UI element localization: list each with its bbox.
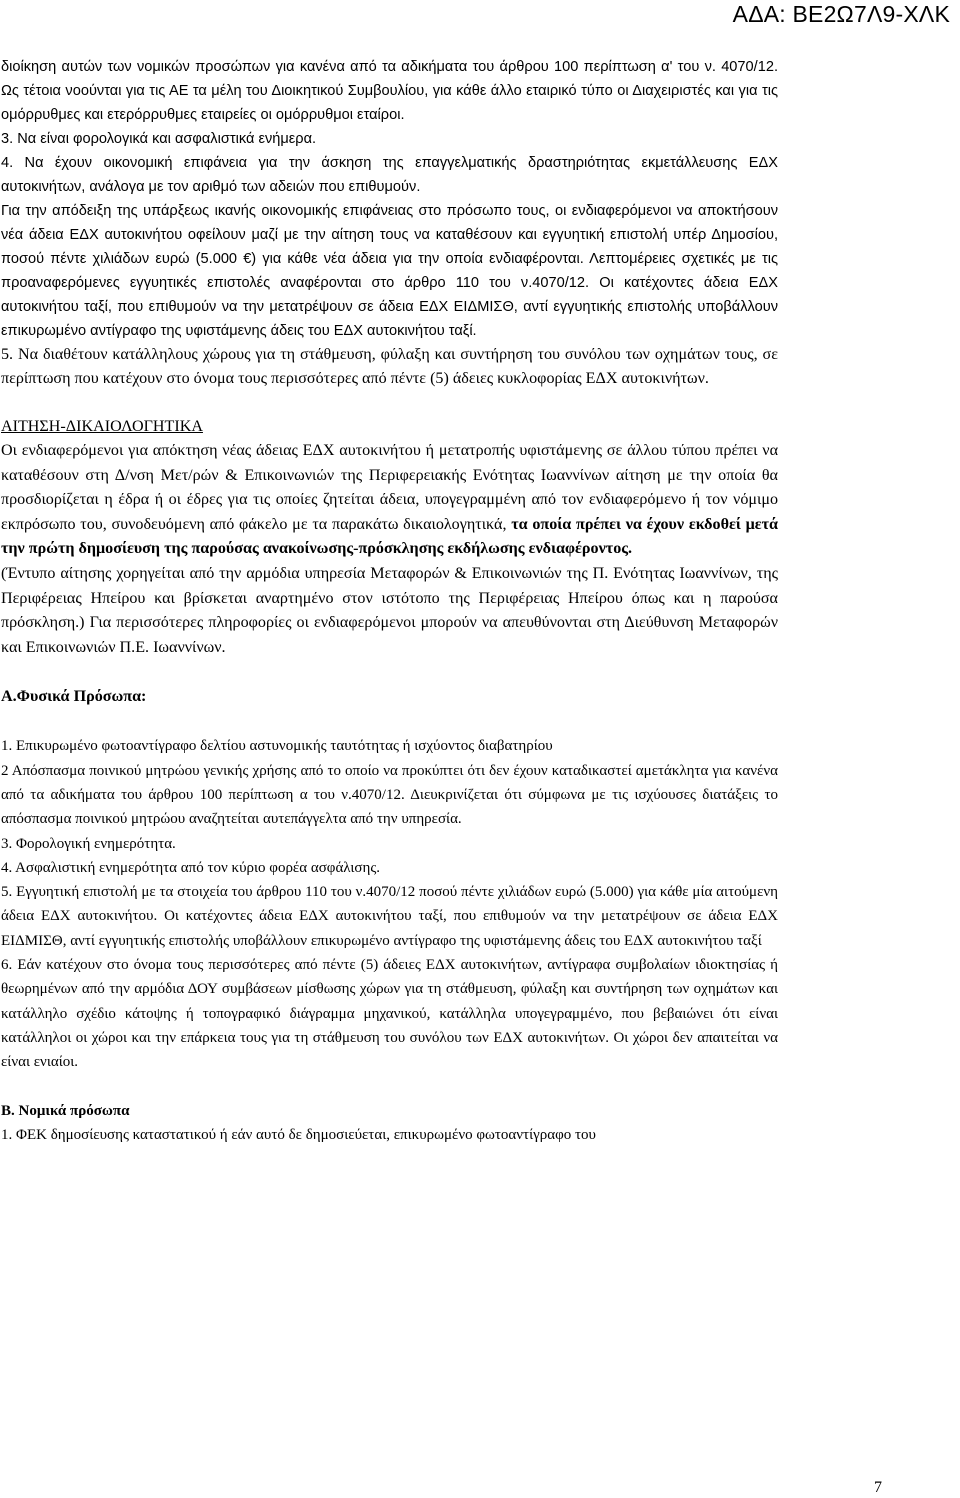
application-text: Οι ενδιαφερόμενοι για απόκτηση νέας άδειας ΕΔΧ αυτοκινήτου ή μετατροπής υφιστάμενης σε άλλου τύπου πρέπει να καταθέσουν στη Δ/νση Μετ/ρών & Επικοινωνιών της Περιφερειακής Ενότητας Ιωαννίνων αίτηση με την οποία θα προσδιορίζεται η έδρα ή οι έδρες για τις οποίες ζητείται άδεια, υπογεγραμμένη από τον ενδιαφερόμενο ή τον νόμιμο εκπρόσωπο του, συνοδευόμενη από φάκελο με τα παρακάτω δικαιολογητικά,	[1, 442, 778, 533]
natural-item-5: 5. Εγγυητική επιστολή με τα στοιχεία του άρθρου 110 του ν.4070/12 ποσού πέντε χιλιάδων ευρώ (5.000) για κάθε μία αιτούμενη άδεια ΕΔΧ αυτοκινήτου. Οι κατέχοντες άδεια ΕΔΧ αυτοκινήτου ταξί, που επιθυμούν να την μετατρέψουν σε άδεια ΕΔΧ ΕΙΔΜΙΣΘ, αντί εγγυητικής επιστολής υποβάλλουν επικυρωμένο αντίγραφο της υφιστάμενης άδεις του ΕΔΧ αυτοκινήτου ταξί	[1, 884, 778, 949]
section-heading-text: ΑΙΤΗΣΗ-ΔΙΚΑΙΟΛΟΓΗΤΙΚΑ	[1, 418, 203, 435]
application-paragraph	[1, 439, 778, 562]
form-info-paragraph: (Έντυπο αίτησης χορηγείται από την αρμόδια υπηρεσία Μεταφορών & Επικοινωνιών της Π. Ενότητας Ιωαννίνων, της Περιφέρειας Ηπείρου και βρίσκεται αναρτημένο στον ιστότοπο της Περιφέρειας Ηπείρου όπως και η παρούσα πρόσκληση.) Για περισσότερες πληροφορίες οι ενδιαφερόμενοι μπορούν να απευθύνονται στη Διεύθυνση Μεταφορών και Επικοινωνιών Π.Ε. Ιωαννίνων.	[1, 564, 778, 656]
document-body	[1, 55, 778, 1147]
natural-item-6: 6. Εάν κατέχουν στο όνομα τους περισσότερες από πέντε (5) άδειες ΕΔΧ αυτοκινήτων, αντίγραφα συμβολαίων ιδιοκτησίας ή θεωρημένων από την αρμόδια ΔΟΥ συμβάσεων μίσθωσης χώρων για τη στάθμευση, φύλαξη και συντήρηση των οχημάτων και κατάλληλο σχέδιο κάτοψης ή τοπογραφικό διάγραμμα μηχανικού, κατάλληλα υπογεγραμμένο, που βεβαιώνει ότι είναι κατάλληλοι οι χώροι και την επάρκεια τους για τη στάθμευση του συνόλου των ΕΔΧ αυτοκινήτων. Οι χώροι δεν απαιτείται να είναι ενιαίοι.	[1, 957, 778, 1071]
requirement-item-5: 5. Να διαθέτουν κατάλληλους χώρους για τη στάθμευση, φύλαξη και συντήρηση του συνόλου των οχημάτων τους, σε περίπτωση που κατέχουν στο όνομα τους περισσότερες από πέντε (5) άδειες κυκλοφορίας ΕΔΧ αυτοκινήτων.	[1, 346, 778, 387]
natural-item-3: 3. Φορολογική ενημερότητα.	[1, 835, 176, 852]
page-number: 7	[874, 1479, 882, 1496]
natural-persons-heading: Α.Φυσικά Πρόσωπα:	[1, 688, 147, 706]
natural-item-2: 2 Απόσπασμα ποινικού μητρώου γενικής χρήσης από το οποίο να προκύπτει ότι δεν έχουν καταδικαστεί αμετάκλητα για κανένα από τα αδικήματα του άρθρου 100 περίπτωση α του ν.4070/12. Διευκρινίζεται ότι σύμφωνα με τις ισχύουσες διατάξεις το απόσπασμα ποινικού μητρώου αναζητείται αυτεπάγγελτα από την υπηρεσία.	[1, 762, 778, 828]
natural-item-1: 1. Επικυρωμένο φωτοαντίγραφο δελτίου αστυνομικής ταυτότητας ή ισχύοντος διαβατηρίου	[1, 738, 553, 755]
intro-paragraph: διοίκηση αυτών των νομικών προσώπων για κανένα από τα αδικήματα του άρθρου 100 περίπτωση α' του ν. 4070/12. Ως τέτοια νοούνται για τις ΑΕ τα μέλη του Διοικητικού Συμβουλίου, για κάθε άλλο εταιρικό τύπο οι Διαχειριστές και για τις ομόρρυθμες και ετερόρρυθμες εταιρείες οι ομόρρυθμοι εταίροι.	[1, 59, 778, 123]
financial-proof-paragraph: Για την απόδειξη της υπάρξεως ικανής οικονομικής επιφάνειας στο πρόσωπο τους, οι ενδιαφερόμενοι να αποκτήσουν νέα άδεια ΕΔΧ αυτοκινήτου οφείλουν μαζί με την αίτηση τους να καταθέσουν και εγγυητική επιστολή υπέρ Δημοσίου, ποσού πέντε χιλιάδων ευρώ (5.000 €) για κάθε νέα άδεια για την οποία ενδιαφέρονται. Λεπτομέρειες σχετικές με τις προαναφερόμενες εγγυητικές επιστολές αναφέρονται στο άρθρο 110 του ν.4070/12. Οι κατέχοντες άδεια ΕΔΧ αυτοκινήτου ταξί, που επιθυμούν να την μετατρέψουν σε άδεια ΕΔΧ ΕΙΔΜΙΣΘ, αντί εγγυητικής επιστολής υποβάλλουν επικυρωμένο αντίγραφο της υφιστάμενης άδεις του ΕΔΧ αυτοκινήτου ταξί.	[1, 203, 778, 339]
legal-persons-heading: Β. Νομικά πρόσωπα	[1, 1102, 130, 1119]
requirement-item-3: 3. Να είναι φορολογικά και ασφαλιστικά ενήμερα.	[1, 131, 317, 147]
natural-item-4: 4. Ασφαλιστική ενημερότητα από τον κύριο φορέα ασφάλισης.	[1, 859, 381, 876]
section-heading	[1, 415, 778, 439]
requirement-item-4: 4. Να έχουν οικονομική επιφάνεια για την άσκηση της επαγγελματικής δραστηριότητας εκμετάλλευσης ΕΔΧ αυτοκινήτων, ανάλογα με τον αριθμό των αδειών που επιθυμούν.	[1, 155, 778, 195]
ada-code: ΑΔΑ: ΒΕ2Ω7Λ9-ΧΛΚ	[732, 1, 950, 27]
legal-item-1: 1. ΦΕΚ δημοσίευσης καταστατικού ή εάν αυτό δε δημοσιεύεται, επικυρωμένο φωτοαντίγραφο του	[1, 1126, 596, 1143]
application-bold-text: τα οποία πρέπει να έχουν εκδοθεί μετά την πρώτη δημοσίευση της παρούσας ανακοίνωσης-πρόσκλησης εκδήλωσης ενδιαφέροντος.	[1, 515, 778, 558]
